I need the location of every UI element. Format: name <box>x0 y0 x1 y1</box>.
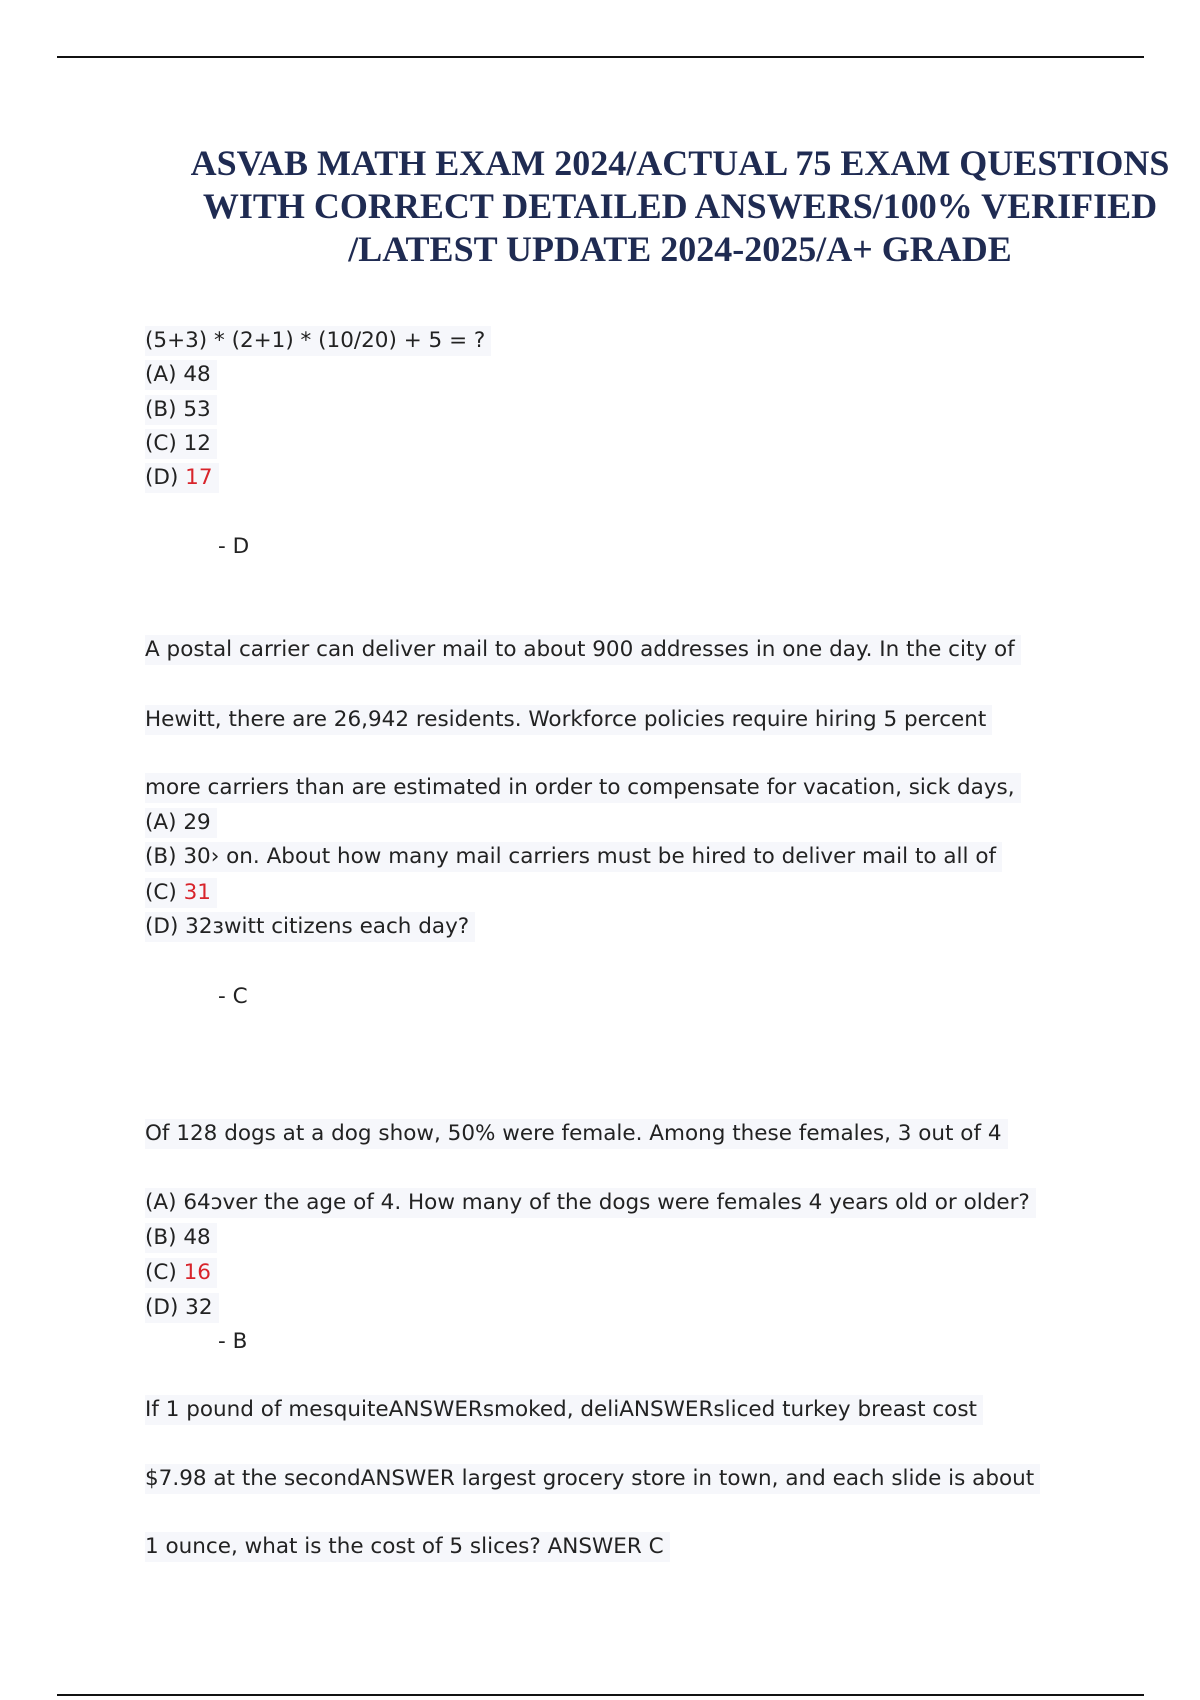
title-line-3: /LATEST UPDATE 2024-2025/A+ GRADE <box>348 229 1012 269</box>
q1-option-d-label: (D) <box>145 465 186 490</box>
q3-answer: - B <box>218 1329 248 1354</box>
title-line-2: WITH CORRECT DETAILED ANSWERS/100% VERIFIED <box>202 186 1158 226</box>
q1-option-a: (A) 48 <box>145 360 217 390</box>
q3-option-b: (B) 48 <box>145 1223 217 1253</box>
q1-answer: - D <box>218 534 250 559</box>
q1-option-b: (B) 53 <box>145 395 217 425</box>
q2-line-1: A postal carrier can deliver mail to about 900 addresses in one day. In the city of <box>145 635 1021 665</box>
q2-option-c-value: 31 <box>183 880 211 905</box>
q3-line-1: Of 128 dogs at a dog show, 50% were female. Among these females, 3 out of 4 <box>145 1119 1008 1149</box>
q4-line-1: If 1 pound of mesquiteANSWERsmoked, deliANSWERsliced turkey breast cost <box>145 1395 983 1425</box>
q2-option-c-label: (C) <box>145 880 184 905</box>
top-rule <box>57 56 1144 58</box>
q2-answer: - C <box>218 984 248 1009</box>
q1-option-d <box>145 463 219 493</box>
q2-option-c <box>145 878 217 908</box>
q3-option-c-value: 16 <box>183 1260 211 1285</box>
q2-option-b: (B) 30› on. About how many mail carriers must be hired to deliver mail to all of <box>145 842 1002 872</box>
document-title <box>160 142 1200 271</box>
bottom-rule <box>57 1694 1144 1696</box>
q3-option-a: (A) 64ɔver the age of 4. How many of the dogs were females 4 years old or older? <box>145 1188 1036 1218</box>
q3-option-c <box>145 1258 217 1288</box>
q4-line-3: 1 ounce, what is the cost of 5 slices? ANSWER C <box>145 1532 670 1562</box>
title-line-1: ASVAB MATH EXAM 2024/ACTUAL 75 EXAM QUESTIONS <box>190 143 1170 183</box>
q2-option-a: (A) 29 <box>145 808 217 838</box>
q2-line-3: more carriers than are estimated in order to compensate for vacation, sick days, <box>145 773 1021 803</box>
q4-line-2: $7.98 at the secondANSWER largest grocery store in town, and each slide is about <box>145 1464 1040 1494</box>
q3-option-c-label: (C) <box>145 1260 184 1285</box>
q1-option-c: (C) 12 <box>145 429 217 459</box>
q2-option-d: (D) 32ɜwitt citizens each day? <box>145 912 475 942</box>
q1-option-d-value: 17 <box>185 465 213 490</box>
q2-line-2: Hewitt, there are 26,942 residents. Workforce policies require hiring 5 percent <box>145 705 992 735</box>
q1-question: (5+3) * (2+1) * (10/20) + 5 = ? <box>145 326 491 356</box>
q3-option-d: (D) 32 <box>145 1293 219 1323</box>
